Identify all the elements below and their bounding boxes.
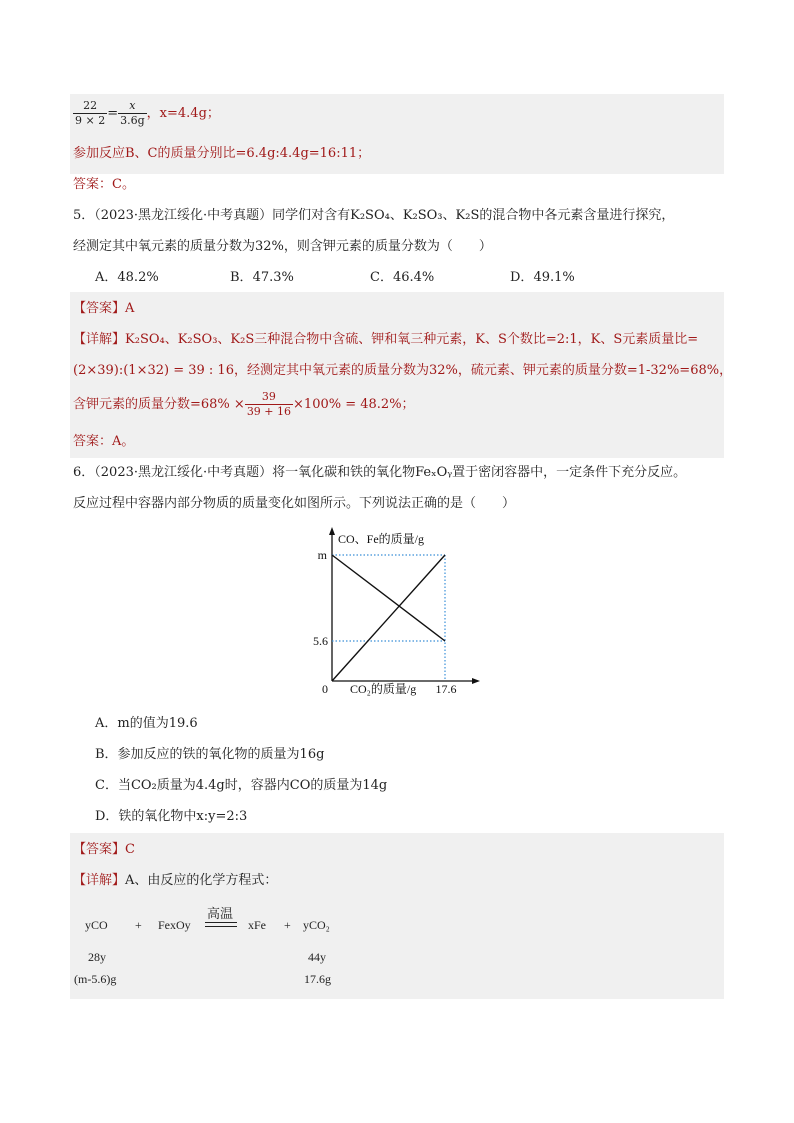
reaction-arrow-double-line	[205, 922, 237, 927]
q5-option-c[interactable]: C．46.4%	[370, 270, 435, 285]
fe-mass-line	[332, 555, 445, 681]
detail-formula-post: ×100% = 48.2%；	[293, 397, 415, 412]
mass-ratio-line: 参加反应B、C的质量分别比=6.4g:4.4g=16:11；	[73, 146, 371, 161]
equation-yco2: yCO₂	[303, 918, 330, 932]
q5-final-answer: 答案：A。	[73, 434, 135, 449]
y-axis-label: CO、Fe的质量/g	[338, 532, 425, 546]
q6-line2: 反应过程中容器内部分物质的质量变化如图所示。下列说法正确的是（ ）	[73, 496, 516, 511]
answer-tag: 【答案】	[73, 301, 126, 316]
fraction-numerator: x	[118, 99, 147, 114]
q5-options	[95, 269, 575, 287]
x-axis-label: CO₂的质量/g	[350, 682, 417, 696]
fraction-22-over-18	[73, 99, 107, 128]
equation-row2-left: 28y	[88, 950, 106, 964]
y-axis-arrow	[329, 527, 335, 535]
q6-option-d[interactable]: D．铁的氧化物中x:y=2:3	[95, 809, 248, 824]
q6-line1: 6．（2023·黑龙江绥化·中考真题）将一氧化碳和铁的氧化物FeₓOᵧ置于密闭容器中，一定条件下充分反应。	[73, 465, 687, 480]
fraction-numerator: 22	[73, 99, 107, 114]
fraction-numerator: 39	[245, 390, 293, 405]
q6-option-c[interactable]: C．当CO₂质量为4.4g时，容器内CO的质量为14g	[95, 778, 388, 793]
y-tick-label-m: m	[317, 548, 327, 562]
q5-line2: 经测定其中氧元素的质量分数为32%，则含钾元素的质量分数为（ ）	[73, 239, 492, 254]
q5-line1: 5．（2023·黑龙江绥化·中考真题）同学们对含有K₂SO₄、K₂SO₃、K₂S的混合物中各元素含量进行探究，	[73, 208, 675, 223]
prev-answer: 答案：C。	[73, 177, 135, 192]
equation-plus-2: +	[284, 918, 291, 932]
equation-row3-left: (m-5.6)g	[74, 972, 117, 986]
q6-answer	[73, 841, 135, 859]
prev-fraction-line	[73, 98, 220, 130]
q6-option-b[interactable]: B．参加反应的铁的氧化物的质量为16g	[95, 747, 325, 762]
q5-detail-line3	[73, 386, 415, 424]
y-tick-label-5.6: 5.6	[313, 634, 328, 648]
q6-detail	[73, 872, 277, 890]
equation-fexoy: FexOy	[158, 918, 191, 932]
fraction-x-over-3.6g	[118, 99, 147, 128]
detail-formula-pre: 含钾元素的质量分数=68% ×	[73, 397, 245, 412]
x-tick-label-17.6: 17.6	[435, 682, 457, 696]
q5-option-b[interactable]: B．47.3%	[230, 270, 294, 285]
equation-row3-right: 17.6g	[304, 972, 331, 986]
detail-text: A、由反应的化学方程式：	[125, 873, 278, 888]
answer-value: C	[125, 842, 135, 857]
equation-yco: yCO	[85, 918, 108, 932]
equation-row2-right: 44y	[308, 950, 326, 964]
x-axis-arrow	[472, 678, 480, 684]
q5-detail-line2: (2×39):(1×32) = 39 : 16，经测定其中氧元素的质量分数为32%，硫元素、钾元素的质量分数=1-32%=68%，	[73, 363, 733, 378]
q6-option-a[interactable]: A．m的值为19.6	[95, 716, 198, 731]
detail-text: K₂SO₄、K₂SO₃、K₂S三种混合物中含硫、钾和氧三种元素，K、S个数比=2:1，K、S元素质量比=	[125, 332, 699, 347]
q5-answer	[73, 300, 134, 318]
equation-plus-1: +	[135, 918, 142, 932]
answer-value: A	[125, 301, 135, 316]
mass-change-chart	[300, 525, 500, 700]
origin-label: 0	[322, 682, 328, 696]
q5-detail-line1	[73, 331, 698, 349]
fraction-denominator: 9 × 2	[75, 114, 106, 127]
detail-tag: 【详解】	[73, 332, 126, 347]
co-mass-line	[332, 555, 445, 641]
fraction-denominator: 3.6g	[120, 114, 145, 127]
answer-tag: 【答案】	[73, 842, 126, 857]
equation-xfe: xFe	[248, 918, 266, 932]
q6-answer-block	[70, 833, 724, 999]
fraction-39-over-55	[245, 390, 293, 419]
reaction-condition: 高温	[207, 906, 234, 921]
detail-tag: 【详解】	[73, 873, 126, 888]
q5-option-d[interactable]: D．49.1%	[510, 270, 575, 285]
q5-option-a[interactable]: A．48.2%	[95, 270, 159, 285]
equals-sign: =	[107, 106, 119, 121]
fraction-denominator: 39 + 16	[246, 405, 292, 418]
result-text: ，x=4.4g；	[146, 106, 220, 121]
